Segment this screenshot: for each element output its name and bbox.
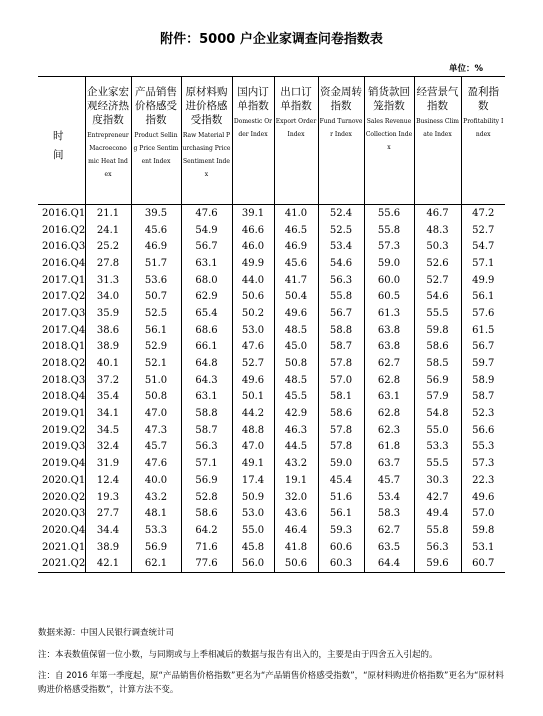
value-cell: 49.4 [414, 505, 461, 522]
value-cell: 49.1 [232, 455, 274, 472]
column-header-fund-turnover [318, 77, 364, 205]
column-header-label: 盈利指数 [467, 86, 499, 112]
value-cell: 49.6 [274, 305, 318, 322]
period-cell: 2017.Q4 [38, 322, 85, 339]
index-table [38, 77, 505, 573]
value-cell: 56.9 [414, 372, 461, 389]
value-cell: 46.6 [232, 222, 274, 239]
value-cell: 56.3 [414, 539, 461, 556]
value-cell: 58.9 [461, 372, 505, 389]
value-cell: 54.9 [181, 222, 232, 239]
value-cell: 58.1 [318, 389, 364, 406]
value-cell: 42.7 [414, 489, 461, 506]
value-cell: 50.3 [414, 238, 461, 255]
value-cell: 58.6 [318, 405, 364, 422]
value-cell: 47.6 [131, 455, 181, 472]
value-cell: 12.4 [85, 472, 131, 489]
value-cell: 64.3 [181, 372, 232, 389]
value-cell: 46.9 [131, 238, 181, 255]
value-cell: 71.6 [181, 539, 232, 556]
value-cell: 52.4 [318, 205, 364, 222]
period-cell: 2019.Q2 [38, 422, 85, 439]
value-cell: 57.8 [318, 439, 364, 456]
value-cell: 62.7 [364, 355, 414, 372]
table-row [38, 305, 505, 322]
value-cell: 40.0 [131, 472, 181, 489]
column-header-heat [85, 77, 131, 205]
value-cell: 60.0 [364, 272, 414, 289]
data-source-note: 数据来源：中国人民银行调查统计司 [38, 628, 175, 638]
value-cell: 49.9 [461, 272, 505, 289]
column-header-english: Fund Turnover Index [319, 118, 363, 138]
value-cell: 32.0 [274, 489, 318, 506]
value-cell: 35.4 [85, 389, 131, 406]
column-header-english: Domestic Order Index [233, 118, 273, 138]
period-cell: 2017.Q3 [38, 305, 85, 322]
table-row [38, 339, 505, 356]
value-cell: 56.7 [461, 339, 505, 356]
value-cell: 58.7 [461, 389, 505, 406]
value-cell: 45.7 [131, 439, 181, 456]
value-cell: 57.1 [461, 255, 505, 272]
value-cell: 53.6 [131, 272, 181, 289]
value-cell: 45.8 [232, 539, 274, 556]
value-cell: 31.3 [85, 272, 131, 289]
value-cell: 57.6 [461, 305, 505, 322]
value-cell: 47.6 [232, 339, 274, 356]
value-cell: 60.3 [318, 555, 364, 572]
value-cell: 51.6 [318, 489, 364, 506]
table-body [38, 205, 505, 573]
value-cell: 19.3 [85, 489, 131, 506]
table-row [38, 238, 505, 255]
value-cell: 54.7 [461, 238, 505, 255]
value-cell: 55.8 [414, 522, 461, 539]
table-row [38, 539, 505, 556]
value-cell: 63.8 [364, 322, 414, 339]
value-cell: 49.9 [232, 255, 274, 272]
table-row [38, 372, 505, 389]
value-cell: 50.2 [232, 305, 274, 322]
column-header-label: 国内订单指数 [237, 86, 269, 112]
value-cell: 56.1 [461, 288, 505, 305]
value-cell: 34.1 [85, 405, 131, 422]
value-cell: 38.9 [85, 539, 131, 556]
value-cell: 53.1 [461, 539, 505, 556]
value-cell: 54.6 [414, 288, 461, 305]
period-cell: 2018.Q2 [38, 355, 85, 372]
value-cell: 40.1 [85, 355, 131, 372]
table-row [38, 439, 505, 456]
column-header-label: 出口订单指数 [280, 86, 312, 112]
table-row [38, 472, 505, 489]
value-cell: 53.4 [318, 238, 364, 255]
column-header-label: 销货款回笼指数 [368, 86, 410, 112]
table-row [38, 405, 505, 422]
value-cell: 58.6 [414, 339, 461, 356]
value-cell: 30.3 [414, 472, 461, 489]
value-cell: 56.1 [318, 505, 364, 522]
column-header-english: Business Climate Index [416, 118, 459, 138]
value-cell: 53.0 [232, 505, 274, 522]
value-cell: 56.7 [318, 305, 364, 322]
value-cell: 59.3 [318, 522, 364, 539]
value-cell: 47.3 [131, 422, 181, 439]
value-cell: 50.8 [131, 389, 181, 406]
period-cell: 2016.Q1 [38, 205, 85, 222]
value-cell: 48.5 [274, 322, 318, 339]
value-cell: 57.3 [364, 238, 414, 255]
value-cell: 53.0 [232, 322, 274, 339]
period-cell: 2016.Q3 [38, 238, 85, 255]
value-cell: 50.7 [131, 288, 181, 305]
column-header-english: Export Order Index [275, 118, 317, 138]
value-cell: 63.5 [364, 539, 414, 556]
column-header-export-order [274, 77, 318, 205]
table-row [38, 389, 505, 406]
value-cell: 34.4 [85, 522, 131, 539]
period-cell: 2019.Q1 [38, 405, 85, 422]
page-title: 附件：5000 户企业家调查问卷指数表 [160, 32, 383, 47]
value-cell: 32.4 [85, 439, 131, 456]
value-cell: 52.3 [461, 405, 505, 422]
value-cell: 62.1 [131, 555, 181, 572]
value-cell: 52.7 [232, 355, 274, 372]
value-cell: 48.8 [232, 422, 274, 439]
value-cell: 56.3 [318, 272, 364, 289]
value-cell: 56.9 [131, 539, 181, 556]
value-cell: 41.7 [274, 272, 318, 289]
value-cell: 61.8 [364, 439, 414, 456]
value-cell: 56.1 [131, 322, 181, 339]
value-cell: 52.6 [414, 255, 461, 272]
value-cell: 39.5 [131, 205, 181, 222]
value-cell: 43.2 [131, 489, 181, 506]
column-header-label: 原材料购进价格感受指数 [185, 86, 228, 126]
value-cell: 56.3 [181, 439, 232, 456]
period-cell: 2016.Q4 [38, 255, 85, 272]
value-cell: 54.6 [318, 255, 364, 272]
table-row [38, 222, 505, 239]
value-cell: 52.8 [181, 489, 232, 506]
value-cell: 45.6 [131, 222, 181, 239]
period-cell: 2018.Q3 [38, 372, 85, 389]
value-cell: 50.4 [274, 288, 318, 305]
value-cell: 27.8 [85, 255, 131, 272]
value-cell: 77.6 [181, 555, 232, 572]
value-cell: 47.6 [181, 205, 232, 222]
value-cell: 55.5 [414, 455, 461, 472]
value-cell: 21.1 [85, 205, 131, 222]
period-cell: 2019.Q3 [38, 439, 85, 456]
value-cell: 38.6 [85, 322, 131, 339]
value-cell: 34.0 [85, 288, 131, 305]
value-cell: 63.1 [364, 389, 414, 406]
value-cell: 50.9 [232, 489, 274, 506]
value-cell: 59.6 [414, 555, 461, 572]
value-cell: 57.0 [318, 372, 364, 389]
value-cell: 42.1 [85, 555, 131, 572]
value-cell: 62.9 [181, 288, 232, 305]
value-cell: 46.4 [274, 522, 318, 539]
value-cell: 59.7 [461, 355, 505, 372]
rounding-note: 注：本表数值保留一位小数，与同期或与上季相减后的数据与报告有出入的，主要是由于四舍五入引起的。 [38, 650, 438, 660]
value-cell: 58.8 [318, 322, 364, 339]
value-cell: 47.0 [131, 405, 181, 422]
table-row [38, 505, 505, 522]
table-row [38, 355, 505, 372]
table-row [38, 272, 505, 289]
column-header-english: Sales Revenue Collection Index [365, 118, 413, 151]
value-cell: 56.6 [461, 422, 505, 439]
table-row [38, 322, 505, 339]
value-cell: 55.8 [318, 288, 364, 305]
value-cell: 52.9 [131, 339, 181, 356]
value-cell: 47.2 [461, 205, 505, 222]
value-cell: 24.1 [85, 222, 131, 239]
value-cell: 42.9 [274, 405, 318, 422]
value-cell: 48.1 [131, 505, 181, 522]
value-cell: 47.0 [232, 439, 274, 456]
value-cell: 46.5 [274, 222, 318, 239]
table-header-row [38, 77, 505, 205]
value-cell: 55.0 [414, 422, 461, 439]
value-cell: 64.8 [181, 355, 232, 372]
value-cell: 61.5 [461, 322, 505, 339]
period-cell: 2021.Q2 [38, 555, 85, 572]
value-cell: 52.1 [131, 355, 181, 372]
value-cell: 50.6 [274, 555, 318, 572]
value-cell: 19.1 [274, 472, 318, 489]
value-cell: 55.0 [232, 522, 274, 539]
value-cell: 43.2 [274, 455, 318, 472]
column-header-raw-material [181, 77, 232, 205]
value-cell: 25.2 [85, 238, 131, 255]
value-cell: 62.3 [364, 422, 414, 439]
value-cell: 59.0 [318, 455, 364, 472]
value-cell: 34.5 [85, 422, 131, 439]
column-header-label: 资金周转指数 [320, 86, 362, 112]
value-cell: 49.6 [461, 489, 505, 506]
column-header-time [38, 77, 85, 205]
table-row [38, 455, 505, 472]
period-cell: 2021.Q1 [38, 539, 85, 556]
value-cell: 58.7 [318, 339, 364, 356]
value-cell: 56.7 [181, 238, 232, 255]
value-cell: 48.5 [274, 372, 318, 389]
period-cell: 2019.Q4 [38, 455, 85, 472]
value-cell: 45.6 [274, 255, 318, 272]
value-cell: 51.0 [131, 372, 181, 389]
value-cell: 63.1 [181, 389, 232, 406]
value-cell: 57.0 [461, 505, 505, 522]
value-cell: 41.8 [274, 539, 318, 556]
period-cell: 2018.Q4 [38, 389, 85, 406]
column-header-profitability [461, 77, 505, 205]
value-cell: 56.0 [232, 555, 274, 572]
value-cell: 60.5 [364, 288, 414, 305]
column-header-sales-revenue [364, 77, 414, 205]
column-header-selling-price [131, 77, 181, 205]
value-cell: 46.9 [274, 238, 318, 255]
column-header-english: Product Selling Price Sentiment Index [133, 132, 179, 165]
value-cell: 53.3 [414, 439, 461, 456]
column-header-english: Entrepreneur Macroeconomic Heat Index [87, 132, 129, 178]
value-cell: 65.4 [181, 305, 232, 322]
value-cell: 64.4 [364, 555, 414, 572]
value-cell: 62.7 [364, 522, 414, 539]
value-cell: 44.5 [274, 439, 318, 456]
table-row [38, 288, 505, 305]
value-cell: 66.1 [181, 339, 232, 356]
period-cell: 2020.Q2 [38, 489, 85, 506]
value-cell: 53.4 [364, 489, 414, 506]
table-row [38, 255, 505, 272]
value-cell: 58.8 [181, 405, 232, 422]
table-row [38, 489, 505, 506]
column-header-label: 经营景气指数 [416, 86, 459, 112]
value-cell: 60.6 [318, 539, 364, 556]
column-header-business-climate [414, 77, 461, 205]
value-cell: 55.8 [364, 222, 414, 239]
value-cell: 39.1 [232, 205, 274, 222]
value-cell: 64.2 [181, 522, 232, 539]
value-cell: 63.8 [364, 339, 414, 356]
column-header-english: Raw Material Purchasing Price Sentiment Index [182, 132, 231, 178]
value-cell: 48.3 [414, 222, 461, 239]
value-cell: 60.7 [461, 555, 505, 572]
value-cell: 37.2 [85, 372, 131, 389]
value-cell: 50.8 [274, 355, 318, 372]
value-cell: 57.3 [461, 455, 505, 472]
period-cell: 2018.Q1 [38, 339, 85, 356]
rename-note: 注：自 2016 年第一季度起，原“产品销售价格指数”更名为“产品销售价格感受指数”，“原材料购进价格指数”更名为“原材料购进价格感受指数”，计算方法不变。 [38, 671, 504, 695]
value-cell: 61.3 [364, 305, 414, 322]
period-cell: 2020.Q1 [38, 472, 85, 489]
value-cell: 57.1 [181, 455, 232, 472]
period-cell: 2016.Q2 [38, 222, 85, 239]
column-header-label: 企业家宏观经济热度指数 [87, 86, 129, 126]
value-cell: 46.7 [414, 205, 461, 222]
period-cell: 2017.Q2 [38, 288, 85, 305]
value-cell: 57.8 [318, 355, 364, 372]
value-cell: 62.8 [364, 405, 414, 422]
value-cell: 58.5 [414, 355, 461, 372]
value-cell: 22.3 [461, 472, 505, 489]
table-row [38, 205, 505, 222]
value-cell: 17.4 [232, 472, 274, 489]
value-cell: 38.9 [85, 339, 131, 356]
value-cell: 52.5 [318, 222, 364, 239]
value-cell: 58.6 [181, 505, 232, 522]
value-cell: 68.0 [181, 272, 232, 289]
value-cell: 59.8 [414, 322, 461, 339]
value-cell: 54.8 [414, 405, 461, 422]
value-cell: 62.8 [364, 372, 414, 389]
table-row [38, 555, 505, 572]
column-header-english: Profitability Index [463, 118, 504, 138]
value-cell: 45.5 [274, 389, 318, 406]
value-cell: 59.0 [364, 255, 414, 272]
table-row [38, 522, 505, 539]
value-cell: 58.7 [181, 422, 232, 439]
value-cell: 52.7 [461, 222, 505, 239]
value-cell: 52.7 [414, 272, 461, 289]
value-cell: 44.0 [232, 272, 274, 289]
value-cell: 41.0 [274, 205, 318, 222]
value-cell: 44.2 [232, 405, 274, 422]
value-cell: 50.1 [232, 389, 274, 406]
value-cell: 57.9 [414, 389, 461, 406]
period-cell: 2020.Q4 [38, 522, 85, 539]
column-header-label: 时 间 [53, 130, 86, 161]
value-cell: 51.7 [131, 255, 181, 272]
value-cell: 45.4 [318, 472, 364, 489]
value-cell: 31.9 [85, 455, 131, 472]
value-cell: 55.3 [461, 439, 505, 456]
value-cell: 55.6 [364, 205, 414, 222]
value-cell: 27.7 [85, 505, 131, 522]
value-cell: 63.1 [181, 255, 232, 272]
period-cell: 2020.Q3 [38, 505, 85, 522]
value-cell: 58.3 [364, 505, 414, 522]
table-row [38, 422, 505, 439]
unit-label: 单位：% [448, 64, 483, 74]
column-header-label: 产品销售价格感受指数 [135, 86, 177, 126]
period-cell: 2017.Q1 [38, 272, 85, 289]
value-cell: 45.0 [274, 339, 318, 356]
value-cell: 50.6 [232, 288, 274, 305]
value-cell: 35.9 [85, 305, 131, 322]
value-cell: 53.3 [131, 522, 181, 539]
value-cell: 46.0 [232, 238, 274, 255]
value-cell: 46.3 [274, 422, 318, 439]
value-cell: 49.6 [232, 372, 274, 389]
value-cell: 63.7 [364, 455, 414, 472]
column-header-domestic-order [232, 77, 274, 205]
value-cell: 57.8 [318, 422, 364, 439]
value-cell: 56.9 [181, 472, 232, 489]
value-cell: 68.6 [181, 322, 232, 339]
value-cell: 52.5 [131, 305, 181, 322]
value-cell: 45.7 [364, 472, 414, 489]
value-cell: 55.5 [414, 305, 461, 322]
value-cell: 43.6 [274, 505, 318, 522]
value-cell: 59.8 [461, 522, 505, 539]
